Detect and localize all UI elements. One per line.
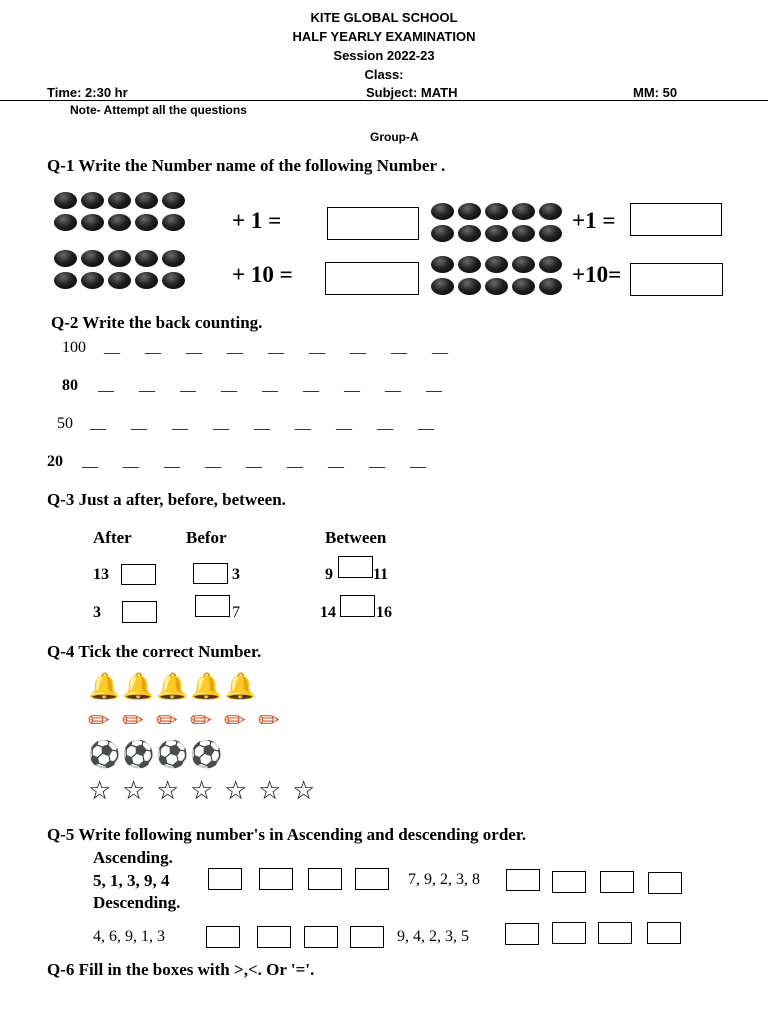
star-icon: ☆	[190, 776, 214, 805]
blank-line[interactable]: __	[426, 377, 442, 394]
counter-dot	[458, 225, 481, 242]
counter-dot	[81, 214, 104, 231]
football-icon: ⚽	[88, 740, 121, 769]
note: Note- Attempt all the questions	[70, 103, 247, 117]
counter-dot	[485, 203, 508, 220]
q3-after-box-1[interactable]	[121, 564, 156, 585]
blank-line[interactable]: __	[104, 339, 120, 356]
q5-asc-box-8[interactable]	[648, 872, 682, 894]
counter-dot	[81, 250, 104, 267]
q3-between-2-right: 16	[376, 604, 392, 621]
q2-start-20: 20	[47, 453, 63, 470]
q3-between-1-right: 11	[373, 566, 389, 583]
q5-asc-box-7[interactable]	[600, 871, 634, 893]
q5-descending-label: Descending.	[93, 893, 181, 912]
q1-answer-box-1[interactable]	[327, 207, 419, 240]
bell-icon: 🔔	[190, 672, 223, 701]
q3-before-1: 3	[232, 566, 240, 583]
blank-line[interactable]: __	[262, 377, 278, 394]
counter-dot	[54, 214, 77, 231]
q5-desc-box-8[interactable]	[647, 922, 681, 944]
counter-dot	[458, 256, 481, 273]
q3-between-1-left: 9	[325, 566, 333, 583]
bell-icon: 🔔	[122, 672, 155, 701]
counter-dot	[108, 272, 131, 289]
q5-asc-box-6[interactable]	[552, 871, 586, 893]
q3-between-box-2[interactable]	[340, 595, 375, 617]
counter-dot	[485, 256, 508, 273]
blank-line[interactable]: __	[287, 453, 303, 470]
q3-after-2: 3	[93, 604, 101, 621]
counter-dot	[539, 225, 562, 242]
counter-dot	[54, 272, 77, 289]
blank-line[interactable]: __	[205, 453, 221, 470]
counter-dot	[135, 272, 158, 289]
q5-asc-set-1: 5, 1, 3, 9, 4	[93, 871, 170, 890]
bell-icon: 🔔	[156, 672, 189, 701]
q3-after-1: 13	[93, 566, 109, 583]
pencil-icon: ✏	[156, 706, 178, 735]
football-icon: ⚽	[156, 740, 189, 769]
q3-before-box-1[interactable]	[193, 563, 228, 584]
q2-title: Q-2 Write the back counting.	[51, 313, 263, 332]
q3-between-2-left: 14	[320, 604, 336, 621]
pencil-icon: ✏	[190, 706, 212, 735]
blank-line[interactable]: __	[164, 453, 180, 470]
session: Session 2022-23	[333, 48, 435, 63]
q1-op-3: + 10 =	[232, 262, 293, 287]
header-divider	[0, 100, 768, 101]
blank-line[interactable]: __	[350, 339, 366, 356]
star-icon: ☆	[156, 776, 180, 805]
blank-line[interactable]: __	[172, 415, 188, 432]
q5-asc-box-1[interactable]	[208, 868, 242, 890]
counter-dot	[431, 278, 454, 295]
counter-dot	[431, 225, 454, 242]
blank-line[interactable]: __	[145, 339, 161, 356]
q2-start-100: 100	[62, 339, 86, 356]
time-label: Time: 2:30 hr	[47, 85, 128, 100]
counter-dot	[162, 214, 185, 231]
q1-title: Q-1 Write the Number name of the following Number .	[47, 156, 446, 175]
q5-title: Q-5 Write following number's in Ascending and descending order.	[47, 825, 527, 844]
bell-icon: 🔔	[224, 672, 257, 701]
star-icon: ☆	[224, 776, 248, 805]
counter-dot	[81, 192, 104, 209]
pencil-icon: ✏	[122, 706, 144, 735]
star-icon: ☆	[292, 776, 316, 805]
q3-header-after: After	[93, 528, 132, 547]
q3-between-box-1[interactable]	[338, 556, 373, 578]
blank-line[interactable]: __	[377, 415, 393, 432]
q6-title: Q-6 Fill in the boxes with >,<. Or '='.	[47, 960, 315, 979]
counter-dot	[512, 203, 535, 220]
blank-line[interactable]: __	[418, 415, 434, 432]
counter-dot	[485, 278, 508, 295]
q1-answer-box-3[interactable]	[325, 262, 419, 295]
counter-dot	[108, 250, 131, 267]
blank-line[interactable]: __	[328, 453, 344, 470]
blank-line[interactable]: __	[246, 453, 262, 470]
star-icon: ☆	[122, 776, 146, 805]
blank-line[interactable]: __	[131, 415, 147, 432]
q4-title: Q-4 Tick the correct Number.	[47, 642, 262, 661]
counter-dot	[539, 256, 562, 273]
counter-dot	[81, 272, 104, 289]
group-label: Group-A	[370, 130, 419, 144]
q5-asc-box-5[interactable]	[506, 869, 540, 891]
counter-dot	[539, 203, 562, 220]
pencil-icon: ✏	[258, 706, 280, 735]
q1-answer-box-2[interactable]	[630, 203, 722, 236]
blank-line[interactable]: __	[123, 453, 139, 470]
q1-op-2: +1 =	[572, 208, 616, 233]
blank-line[interactable]: __	[180, 377, 196, 394]
subject-label: Subject: MATH	[366, 85, 458, 100]
exam-title: HALF YEARLY EXAMINATION	[292, 29, 476, 44]
blank-line[interactable]: __	[336, 415, 352, 432]
q3-header-between: Between	[325, 528, 387, 547]
class-label: Class:	[364, 67, 404, 82]
blank-line[interactable]: __	[344, 377, 360, 394]
blank-line[interactable]: __	[369, 453, 385, 470]
counter-dot	[162, 192, 185, 209]
q3-before-box-2[interactable]	[195, 595, 230, 617]
counter-dot	[108, 214, 131, 231]
counter-dot	[539, 278, 562, 295]
blank-line[interactable]: __	[82, 453, 98, 470]
counter-dot	[431, 256, 454, 273]
q1-answer-box-4[interactable]	[630, 263, 723, 296]
blank-line[interactable]: __	[410, 453, 426, 470]
q5-desc-box-7[interactable]	[598, 922, 632, 944]
blank-line[interactable]: __	[254, 415, 270, 432]
counter-dot	[54, 250, 77, 267]
football-icon: ⚽	[122, 740, 155, 769]
q5-desc-box-4[interactable]	[350, 926, 384, 948]
q5-desc-box-6[interactable]	[552, 922, 586, 944]
q5-desc-box-5[interactable]	[505, 923, 539, 945]
counter-dot	[512, 225, 535, 242]
q3-after-box-2[interactable]	[122, 601, 157, 623]
q5-asc-box-2[interactable]	[259, 868, 293, 890]
school-name: KITE GLOBAL SCHOOL	[310, 10, 458, 25]
football-icon: ⚽	[190, 740, 223, 769]
counter-dot	[162, 272, 185, 289]
counter-dot	[54, 192, 77, 209]
q5-desc-set-2: 9, 4, 2, 3, 5	[397, 928, 469, 945]
q5-asc-box-4[interactable]	[355, 868, 389, 890]
blank-line[interactable]: __	[432, 339, 448, 356]
blank-line[interactable]: __	[309, 339, 325, 356]
counter-dot	[135, 192, 158, 209]
blank-line[interactable]: __	[221, 377, 237, 394]
q5-desc-set-1: 4, 6, 9, 1, 3	[93, 928, 165, 945]
q2-start-50: 50	[57, 415, 73, 432]
blank-line[interactable]: __	[303, 377, 319, 394]
q5-desc-box-1[interactable]	[206, 926, 240, 948]
q5-asc-box-3[interactable]	[308, 868, 342, 890]
blank-line[interactable]: __	[186, 339, 202, 356]
counter-dot	[485, 225, 508, 242]
q3-header-before: Befor	[186, 528, 227, 547]
blank-line[interactable]: __	[213, 415, 229, 432]
blank-line[interactable]: __	[98, 377, 114, 394]
star-icon: ☆	[258, 776, 282, 805]
counter-dot	[135, 214, 158, 231]
q1-op-4: +10=	[572, 262, 622, 287]
counter-dot	[431, 203, 454, 220]
q5-asc-set-2: 7, 9, 2, 3, 8	[408, 871, 480, 888]
counter-dot	[512, 256, 535, 273]
bell-icon: 🔔	[88, 672, 121, 701]
q3-title: Q-3 Just a after, before, between.	[47, 490, 286, 509]
q5-desc-box-2[interactable]	[257, 926, 291, 948]
star-icon: ☆	[88, 776, 112, 805]
blank-line[interactable]: __	[385, 377, 401, 394]
blank-line[interactable]: __	[295, 415, 311, 432]
blank-line[interactable]: __	[227, 339, 243, 356]
blank-line[interactable]: __	[90, 415, 106, 432]
counter-dot	[458, 278, 481, 295]
blank-line[interactable]: __	[139, 377, 155, 394]
blank-line[interactable]: __	[268, 339, 284, 356]
q5-desc-box-3[interactable]	[304, 926, 338, 948]
q3-before-2: 7	[232, 604, 240, 621]
pencil-icon: ✏	[224, 706, 246, 735]
counter-dot	[458, 203, 481, 220]
q5-ascending-label: Ascending.	[93, 848, 173, 867]
marks-label: MM: 50	[633, 85, 678, 100]
q1-op-1: + 1 =	[232, 208, 282, 233]
blank-line[interactable]: __	[391, 339, 407, 356]
pencil-icon: ✏	[88, 706, 110, 735]
counter-dot	[512, 278, 535, 295]
counter-dot	[135, 250, 158, 267]
counter-dot	[108, 192, 131, 209]
q2-start-80: 80	[62, 377, 78, 394]
counter-dot	[162, 250, 185, 267]
